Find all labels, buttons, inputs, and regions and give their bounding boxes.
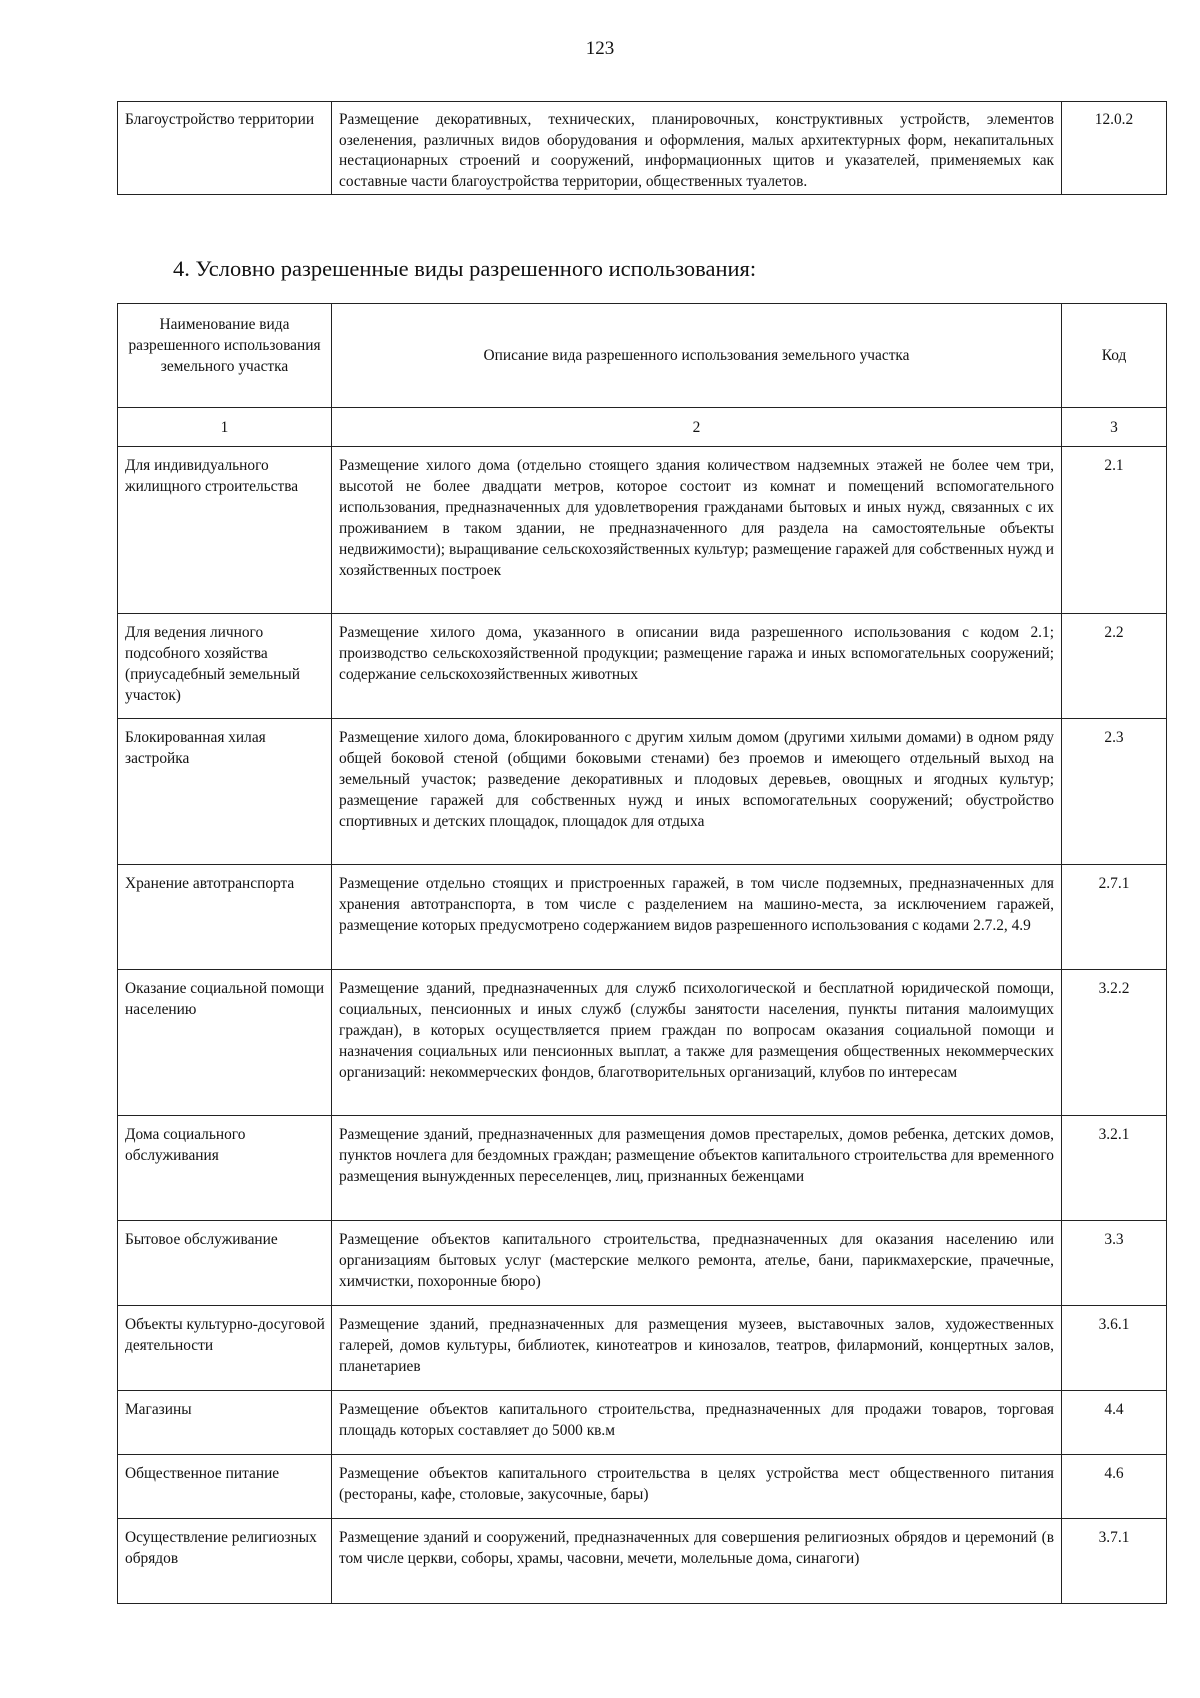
- row-code: 3.3: [1062, 1221, 1167, 1306]
- table-row: [118, 1306, 1167, 1391]
- row-code: 2.3: [1062, 719, 1167, 865]
- table-row: [118, 719, 1167, 865]
- row-name: Хранение автотранспорта: [118, 865, 332, 970]
- row-code: 3.7.1: [1062, 1519, 1167, 1604]
- row-code: 4.4: [1062, 1391, 1167, 1455]
- table-body: [118, 447, 1167, 1604]
- table-row: [118, 614, 1167, 719]
- row-description: Размещение хилого дома, указанного в описании вида разрешенного использования с кодом 2.1; производство сельскохозяйственной продукции; размещение гаража и иных вспомогательных сооружений; содержание сельскохозяйственных животных: [332, 614, 1062, 719]
- table-header-row: [118, 304, 1167, 408]
- row-name: Бытовое обслуживание: [118, 1221, 332, 1306]
- row-code: 3.2.2: [1062, 970, 1167, 1116]
- row-description: Размещение объектов капитального строительства, предназначенных для продажи товаров, торговая площадь которых составляет до 5000 кв.м: [332, 1391, 1062, 1455]
- section-heading: 4. Условно разрешенные виды разрешенного использования:: [173, 256, 757, 281]
- table-row: [118, 865, 1167, 970]
- page-number: 123: [585, 38, 615, 59]
- row-description: Размещение зданий, предназначенных для размещения домов престарелых, домов ребенка, детских домов, пунктов ночлега для бездомных граждан; размещение объектов капитального строительства для временного размещения вынужденных переселенцев, лиц, признанных беженцами: [332, 1116, 1062, 1221]
- row-name: Благоустройство территории: [118, 102, 332, 195]
- row-name: Блокированная хилая застройка: [118, 719, 332, 865]
- row-description: Размещение объектов капитального строительства в целях устройства мест общественного питания (рестораны, кафе, столовые, закусочные, бары): [332, 1455, 1062, 1519]
- column-number: 3: [1062, 408, 1167, 447]
- row-description: Размещение зданий, предназначенных для служб психологической и бесплатной юридической помощи, социальных, пенсионных и иных служб (службы занятости населения, пункты питания малоимущих граждан), в которых осуществляется прием граждан по вопросам оказания социальной помощи и назначения социальных или пенсионных выплат, а также для размещения общественных некоммерческих организаций: некоммерческих фондов, благотворительных организаций, клубов по интересам: [332, 970, 1062, 1116]
- column-number: 2: [332, 408, 1062, 447]
- row-description: Размещение хилого дома (отдельно стоящего здания количеством надземных этажей не более чем три, высотой не более двадцати метров, которое состоит из комнат и помещений вспомогательного использования, предназначенных для удовлетворения гражданами бытовых и иных нужд, связанных с их проживанием в таком здании, не предназначенного для раздела на самостоятельные объекты недвижимости); выращивание сельскохозяйственных культур; размещение гаражей для собственных нужд и хозяйственных построек: [332, 447, 1062, 614]
- row-code: 2.1: [1062, 447, 1167, 614]
- allowed-uses-table: [117, 303, 1167, 1604]
- row-name: Общественное питание: [118, 1455, 332, 1519]
- row-code: 2.7.1: [1062, 865, 1167, 970]
- row-name: Осуществление религиозных обрядов: [118, 1519, 332, 1604]
- table-row: [118, 1116, 1167, 1221]
- row-description: Размещение зданий, предназначенных для размещения музеев, выставочных залов, художественных галерей, домов культуры, библиотек, кинотеатров и кинозалов, театров, филармоний, концертных залов, планетариев: [332, 1306, 1062, 1391]
- row-description: Размещение декоративных, технических, планировочных, конструктивных устройств, элементов озеленения, различных видов оборудования и оформления, малых архитектурных форм, некапитальных нестационарных строений и сооружений, информационных щитов и указателей, применяемых как составные части благоустройства территории, общественных туалетов.: [332, 102, 1062, 195]
- header-code: Код: [1062, 304, 1167, 408]
- table-row: [118, 102, 1167, 195]
- table-row: [118, 1221, 1167, 1306]
- row-code: 3.2.1: [1062, 1116, 1167, 1221]
- header-name: Наименование вида разрешенного использования земельного участка: [118, 304, 332, 408]
- table-row: [118, 1519, 1167, 1604]
- column-numbers-row: [118, 408, 1167, 447]
- row-name: Для индивидуального жилищного строительства: [118, 447, 332, 614]
- table-row: [118, 1455, 1167, 1519]
- row-code: 12.0.2: [1062, 102, 1167, 195]
- row-name: Магазины: [118, 1391, 332, 1455]
- row-description: Размещение объектов капитального строительства, предназначенных для оказания населению или организациям бытовых услуг (мастерские мелкого ремонта, ателье, бани, парикмахерские, прачечные, химчистки, похоронные бюро): [332, 1221, 1062, 1306]
- top-table: [117, 101, 1167, 195]
- row-name: Оказание социальной помощи населению: [118, 970, 332, 1116]
- row-code: 3.6.1: [1062, 1306, 1167, 1391]
- column-number: 1: [118, 408, 332, 447]
- header-description: Описание вида разрешенного использования земельного участка: [332, 304, 1062, 408]
- row-description: Размещение отдельно стоящих и пристроенных гаражей, в том числе подземных, предназначенных для хранения автотранспорта, в том числе с разделением на машино-места, за исключением гаражей, размещение которых предусмотрено содержанием видов разрешенного использования с кодами 2.7.2, 4.9: [332, 865, 1062, 970]
- row-code: 2.2: [1062, 614, 1167, 719]
- table-row: [118, 447, 1167, 614]
- row-code: 4.6: [1062, 1455, 1167, 1519]
- table-row: [118, 1391, 1167, 1455]
- table-row: [118, 970, 1167, 1116]
- row-description: Размещение хилого дома, блокированного с другим хилым домом (другими хилыми домами) в одном ряду общей боковой стеной (общими боковыми стенами) без проемов и имеющего отдельный выход на земельный участок; разведение декоративных и плодовых деревьев, овощных и ягодных культур; размещение гаражей для собственных нужд и иных вспомогательных сооружений; обустройство спортивных и детских площадок, площадок для отдыха: [332, 719, 1062, 865]
- row-name: Объекты культурно-досуговой деятельности: [118, 1306, 332, 1391]
- row-name: Для ведения личного подсобного хозяйства (приусадебный земельный участок): [118, 614, 332, 719]
- row-name: Дома социального обслуживания: [118, 1116, 332, 1221]
- row-description: Размещение зданий и сооружений, предназначенных для совершения религиозных обрядов и церемоний (в том числе церкви, соборы, храмы, часовни, мечети, молельные дома, синагоги): [332, 1519, 1062, 1604]
